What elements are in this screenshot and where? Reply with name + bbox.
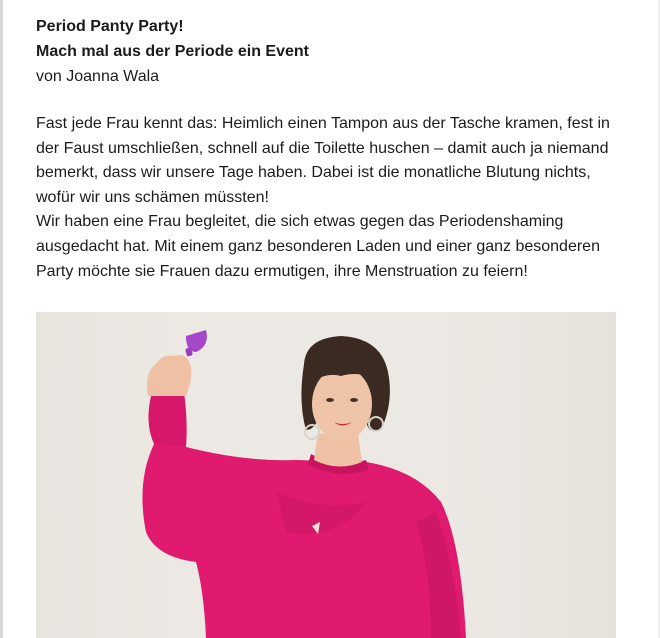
- article-author: von Joanna Wala: [36, 68, 160, 85]
- article-photo: [36, 312, 616, 638]
- face: [312, 367, 372, 441]
- article-paragraph: Wir haben eine Frau begleitet, die sich etwas gegen das Periodenshaming ausgedacht hat. Mit einem ganz besonderen Laden und einer ganz besonderen Party möchte sie Frauen dazu ermutigen, ihre Menstruation zu feiern!: [36, 213, 600, 280]
- article-body: [36, 112, 632, 284]
- raised-arm: [148, 392, 186, 447]
- article-subtitle: Mach mal aus der Periode ein Event: [36, 43, 309, 60]
- article: [36, 14, 636, 284]
- article-title: Period Panty Party!: [36, 18, 184, 35]
- left-border: [0, 0, 3, 638]
- article-paragraph: Fast jede Frau kennt das: Heimlich einen Tampon aus der Tasche kramen, fest in der Faust umschließen, schnell auf die Toilette huschen – damit auch ja niemand bemerkt, dass wir unsere Tage haben. Dabei ist die monatliche Blutung nichts, wofür wir uns schämen müssten!: [36, 115, 610, 206]
